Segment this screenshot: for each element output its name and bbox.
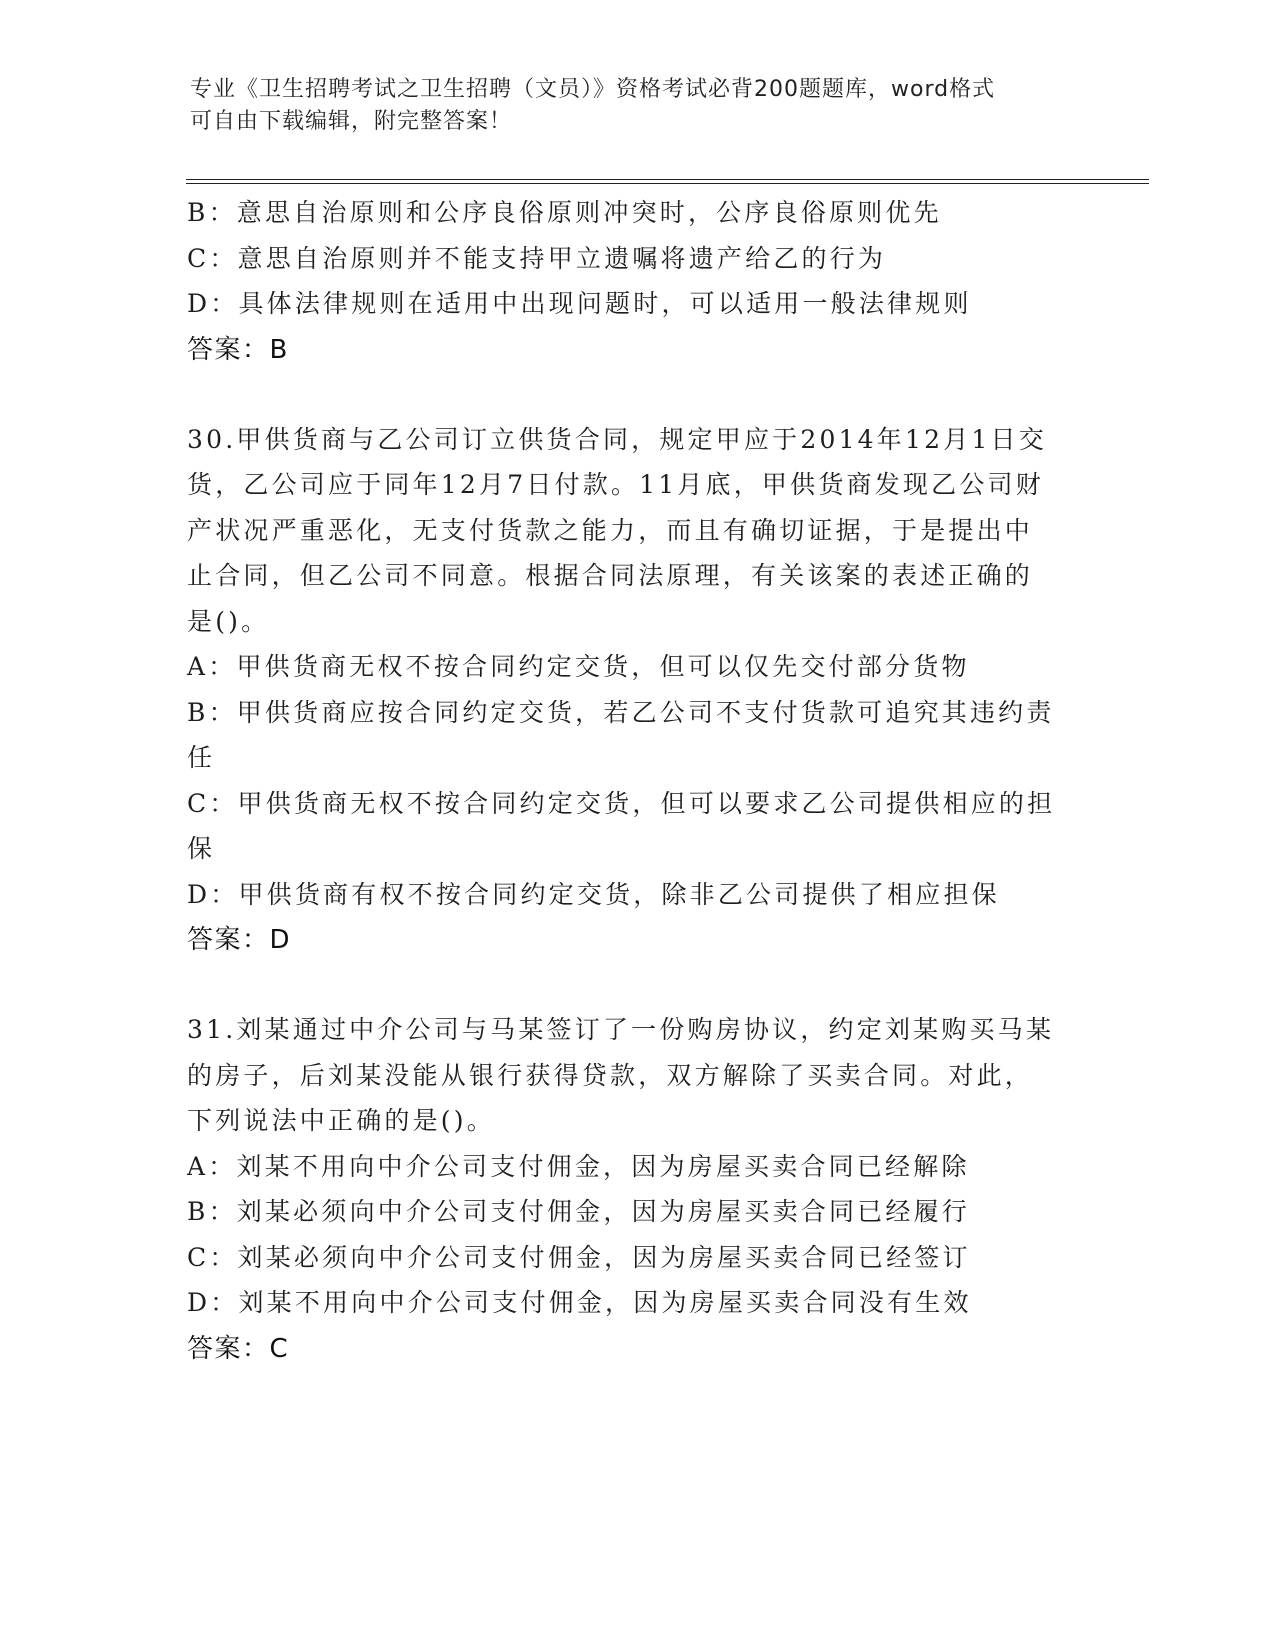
q31-stem-line: 下列说法中正确的是()。 (187, 1106, 495, 1135)
header-line-1: 专业《卫生招聘考试之卫生招聘（文员）》资格考试必背200题题库，word格式 (190, 77, 996, 102)
q29-answer: 答案：B (187, 334, 289, 365)
document-body (187, 190, 1087, 1372)
q30-option-b: B：甲供货商应按合同约定交货，若乙公司不支付货款可追究其违约责 (187, 697, 1055, 727)
q29-option-c: C：意思自治原则并不能支持甲立遗嘱将遗产给乙的行为 (187, 243, 887, 273)
q31-option-c: C：刘某必须向中介公司支付佣金，因为房屋买卖合同已经签订 (187, 1242, 971, 1272)
q31-option-a: A：刘某不用向中介公司支付佣金，因为房屋买卖合同已经解除 (187, 1151, 970, 1181)
header-line-2: 可自由下载编辑，附完整答案！ (190, 109, 513, 134)
q31-stem-line: 的房子，后刘某没能从银行获得贷款，双方解除了买卖合同。对此， (187, 1060, 1034, 1090)
q30-option-d: D：甲供货商有权不按合同约定交货，除非乙公司提供了相应担保 (187, 879, 1000, 909)
q30-stem-line: 30.甲供货商与乙公司订立供货合同，规定甲应于2014年12月1日交 (187, 424, 1047, 454)
q30-option-c-cont: 保 (187, 834, 216, 863)
q30-stem-line: 是()。 (187, 606, 270, 636)
header-divider-top (186, 179, 1149, 180)
q31-answer: 答案：C (187, 1333, 290, 1364)
q30-stem-line: 产状况严重恶化，无支付货款之能力，而且有确切证据，于是提出中 (187, 515, 1034, 545)
question-29-block (187, 190, 1087, 373)
q29-option-b: B：意思自治原则和公序良俗原则冲突时，公序良俗原则优先 (187, 198, 942, 227)
spacer (187, 373, 1087, 417)
q30-option-b-cont: 任 (187, 743, 216, 772)
q31-option-d: D：刘某不用向中介公司支付佣金，因为房屋买卖合同没有生效 (187, 1288, 972, 1317)
q30-option-c: C：甲供货商无权不按合同约定交货，但可以要求乙公司提供相应的担 (187, 788, 1056, 818)
q31-stem-line: 31.刘某通过中介公司与马某签订了一份购房协议，约定刘某购买马某 (187, 1015, 1055, 1044)
question-31-block (187, 1007, 1087, 1372)
q29-option-d: D：具体法律规则在适用中出现问题时，可以适用一般法律规则 (187, 289, 972, 318)
q31-option-b: B：刘某必须向中介公司支付佣金，因为房屋买卖合同已经履行 (187, 1197, 970, 1226)
document-header (190, 74, 1090, 138)
spacer (187, 963, 1087, 1007)
q30-answer: 答案：D (187, 925, 292, 955)
q30-stem-line: 货，乙公司应于同年12月7日付款。11月底，甲供货商发现乙公司财 (187, 470, 1044, 499)
q30-option-a: A：甲供货商无权不按合同约定交货，但可以仅先交付部分货物 (187, 652, 970, 681)
q30-stem-line: 止合同，但乙公司不同意。根据合同法原理，有关该案的表述正确的 (187, 561, 1034, 590)
question-30-block (187, 417, 1087, 964)
header-divider-bottom (186, 183, 1149, 184)
